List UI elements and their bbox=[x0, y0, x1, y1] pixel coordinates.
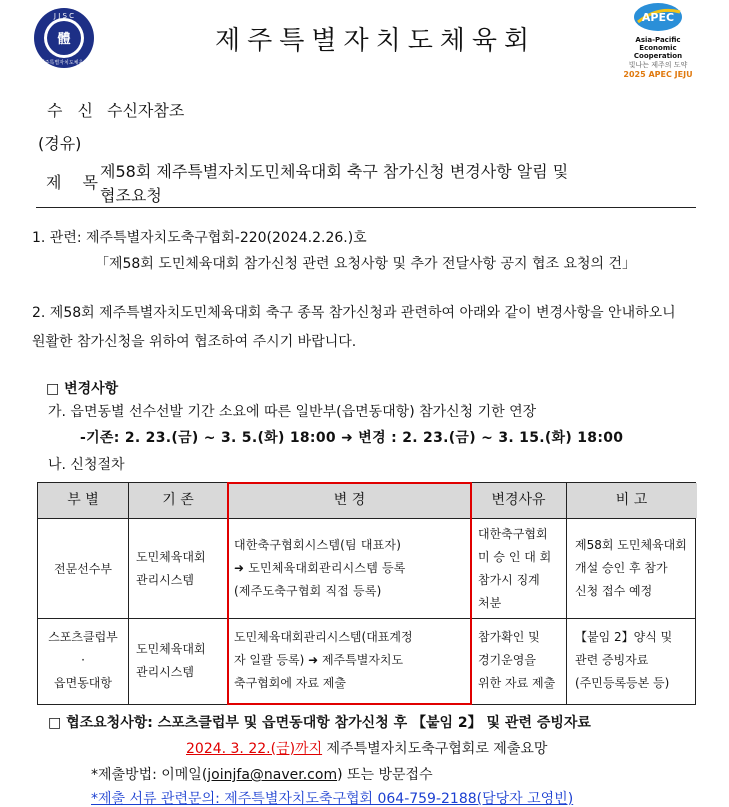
section-title: □ 변경사항 bbox=[46, 381, 119, 397]
subject-line-1: 제58회 제주특별자치도민체육대회 축구 참가신청 변경사항 알림 및 bbox=[100, 162, 569, 181]
subject-value bbox=[100, 160, 700, 208]
organization-title: 제주특별자치도체육회 bbox=[215, 26, 537, 56]
email-link[interactable]: joinjfa@naver.com bbox=[207, 767, 338, 783]
submission-method: *제출방법: 이메일(joinjfa@naver.com) 또는 방문접수 bbox=[91, 767, 433, 783]
header-divider bbox=[36, 207, 696, 208]
table-cell-division: 전문선수부 bbox=[54, 562, 112, 576]
contact-info: *제출 서류 관련문의: 제주특별자치도축구협회 064-759-2188(담당자 고영빈) bbox=[91, 791, 574, 807]
recipient-label: 수 신 bbox=[47, 101, 98, 120]
jeju-sports-council-logo bbox=[28, 6, 100, 70]
svg-text:體: 體 bbox=[57, 32, 71, 47]
changed-column-highlight bbox=[227, 482, 472, 705]
apec-line2: Economic Cooperation bbox=[633, 44, 683, 60]
table-cell-reason: 참가확인 및 경기운영을 위한 자료 제출 bbox=[478, 630, 556, 690]
subject-line-2: 협조요청 bbox=[100, 186, 162, 205]
svg-text:제주특별자치도체육회: 제주특별자치도체육회 bbox=[39, 60, 89, 66]
table-cell-division: 스포츠클럽부 · 읍면동대항 bbox=[48, 630, 118, 690]
subject-label: 제 목 bbox=[46, 173, 106, 192]
table-cell-reason: 대한축구협회 미 승 인 대 회 참가시 징계 처분 bbox=[478, 527, 552, 610]
deadline-rest: 제주특별자치도축구협회로 제출요망 bbox=[322, 741, 548, 757]
table-divider bbox=[566, 483, 567, 704]
table-cell-changed: 대한축구협회시스템(팀 대표자) ➜ 도민체육대회관리시스템 등록 (제주도축구협회 직접 등록) bbox=[234, 538, 406, 598]
svg-text:J J S C: J J S C bbox=[53, 12, 75, 20]
table-cell-existing: 도민체육대회 관리시스템 bbox=[136, 642, 206, 679]
item-b: 나. 신청절차 bbox=[48, 457, 125, 473]
table-header-existing: 기 존 bbox=[128, 483, 228, 518]
paragraph-reference: 「제58회 도민체육대회 참가신청 관련 요청사항 및 추가 전달사항 공지 협조 요청의 건」 bbox=[95, 256, 637, 272]
table-cell-note: 【붙임 2】양식 및 관련 증빙자료 (주민등록등본 등) bbox=[575, 630, 673, 690]
table-cell-existing: 도민체육대회 관리시스템 bbox=[136, 550, 206, 587]
apec-year: 2025 APEC JEJU bbox=[623, 70, 693, 79]
svg-text:APEC: APEC bbox=[641, 11, 675, 24]
deadline-date: 2024. 3. 22.(금)까지 bbox=[186, 741, 323, 757]
emblem-icon bbox=[28, 6, 100, 70]
item-a: 가. 읍면동별 선수선발 기간 소요에 따른 일반부(읍면동대항) 참가신청 기한 연장 bbox=[48, 404, 537, 420]
table-header-changed: 변 경 bbox=[228, 483, 471, 518]
table-header-division: 부 별 bbox=[38, 483, 128, 518]
apec-logo bbox=[616, 2, 700, 79]
apec-line1: Asia-Pacific bbox=[635, 36, 681, 44]
table-header-reason: 변경사유 bbox=[471, 483, 566, 518]
request-note: □ 협조요청사항: 스포츠클럽부 및 읍면동대항 참가신청 후 【붙임 2】 및 관련 증빙자료 bbox=[48, 715, 591, 731]
table-header-note: 비 고 bbox=[566, 483, 697, 518]
apec-slogan: 빛나는 제주의 도약 bbox=[628, 61, 688, 69]
item-a-detail: -기존: 2. 23.(금) ~ 3. 5.(화) 18:00 ➜ 변경 : 2. 23.(금) ~ 3. 15.(화) 18:00 bbox=[80, 430, 624, 446]
deadline-note bbox=[186, 738, 547, 758]
via-label: (경유) bbox=[38, 134, 82, 153]
paragraph-notice: 2. 제58회 제주특별자치도민체육대회 축구 종목 참가신청과 관련하여 아래와 같이 변경사항을 안내하오니 원활한 참가신청을 위하여 협조하여 주시기 바랍니다. bbox=[32, 305, 676, 350]
recipient-value: 수신자참조 bbox=[107, 101, 185, 120]
apec-globe-icon bbox=[628, 2, 688, 32]
table-divider bbox=[128, 483, 129, 704]
table-cell-note: 제58회 도민체육대회 개설 승인 후 참가 신청 접수 예정 bbox=[575, 538, 687, 598]
paragraph-related: 1. 관련: 제주특별자치도축구협회-220(2024.2.26.)호 bbox=[32, 230, 367, 246]
table-cell-changed: 도민체육대회관리시스템(대표계정 자 일괄 등록) ➜ 제주특별자치도 축구협회에 자료 제출 bbox=[234, 630, 413, 690]
